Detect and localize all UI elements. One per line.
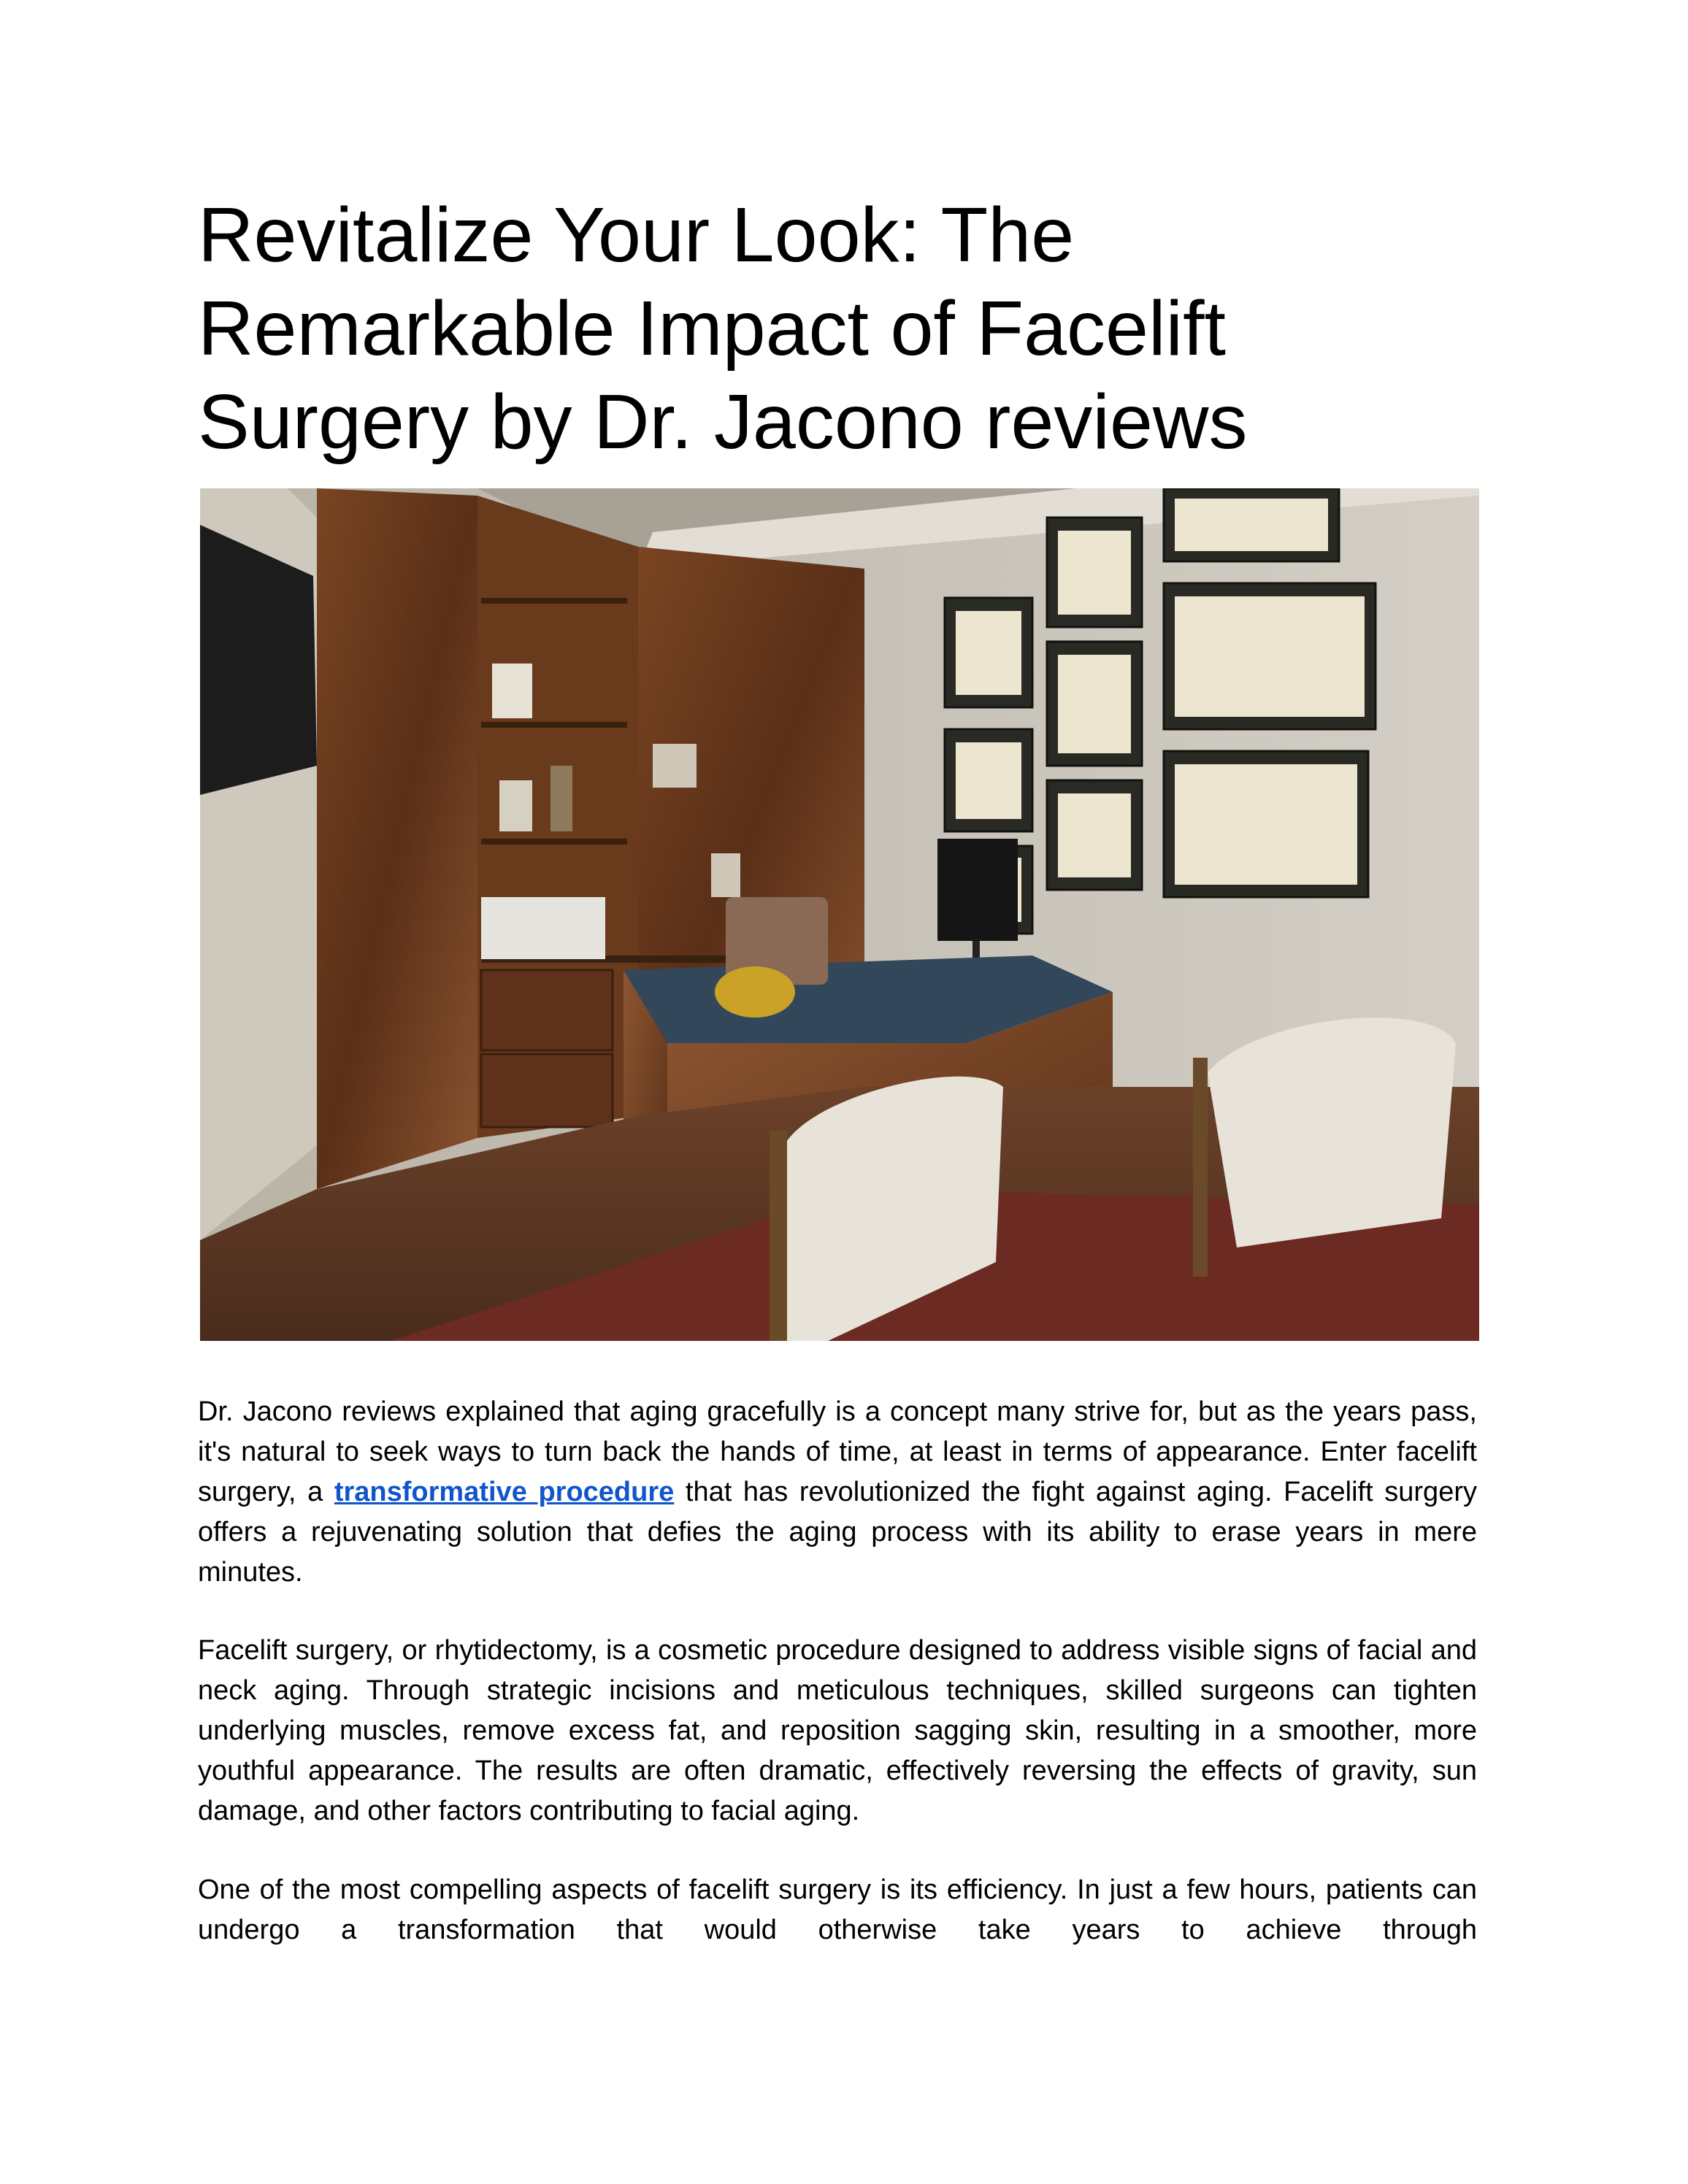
- office-photo: [200, 488, 1479, 1341]
- office-illustration: [200, 488, 1479, 1341]
- page-title: Revitalize Your Look: The Remarkable Impact of Facelift Surgery by Dr. Jacono reviews: [198, 192, 1248, 465]
- paragraph-intro-start: Dr. Jacono reviews explained that aging gracefully is a concept many strive for, but as the years pass, it's natural to seek ways to turn back the hands of time, at least in terms of appearance. Enter facelift surgery, a: [198, 1396, 1477, 1507]
- transformative-procedure-link[interactable]: transformative procedure: [334, 1477, 675, 1507]
- paragraph-definition: Facelift surgery, or rhytidectomy, is a cosmetic procedure designed to address visible signs of facial and neck aging. Through strategic incisions and meticulous techniques, skilled surgeons can tighten underlying muscles, remove excess fat, and reposition sagging skin, resulting in a smoother, more youthful appearance. The results are often dramatic, effectively reversing the effects of gravity, sun damage, and other factors contributing to facial aging.: [198, 1635, 1477, 1826]
- paragraph-intro: [198, 1392, 1477, 1593]
- paragraph-intro-end: that has revolutionized the fight against aging. Facelift surgery offers a rejuvenating solution that defies the aging process with its ability to erase years in mere minutes.: [198, 1477, 1477, 1588]
- paragraph-efficiency: One of the most compelling aspects of facelift surgery is its efficiency. In just a few hours, patients can undergo a transformation that would otherwise take years to achieve through: [198, 1875, 1477, 1945]
